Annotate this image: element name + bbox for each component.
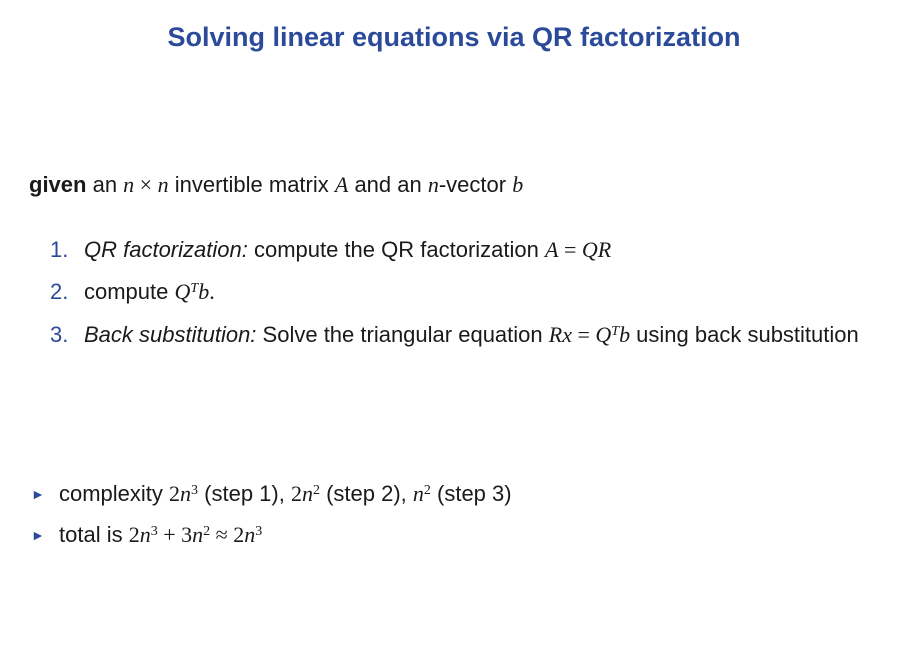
step-heading: QR factorization: <box>84 237 248 262</box>
bullet-item-1 <box>31 478 871 510</box>
given-statement <box>29 172 523 198</box>
math-n: n <box>412 481 424 506</box>
step-period: . <box>209 279 215 304</box>
math-rx: Rx <box>548 322 572 347</box>
math-exponent: 2 <box>203 524 211 539</box>
math-b: b <box>619 322 631 347</box>
math-exponent: 3 <box>150 524 158 539</box>
math-n: n <box>244 522 256 547</box>
math-a: A <box>544 237 559 262</box>
bullet-text: (step 2), <box>319 481 413 506</box>
given-text-2: invertible matrix <box>168 172 335 197</box>
step-heading: Back substitution: <box>84 322 257 347</box>
step-text: compute <box>84 279 175 304</box>
math-exponent: 2 <box>312 483 320 498</box>
step-item-1 <box>50 234 890 266</box>
math-matrix-a: A <box>334 172 349 197</box>
math-transpose: T <box>190 281 199 296</box>
math-n: n <box>157 172 169 197</box>
math-vector-b: b <box>512 172 524 197</box>
step-tail: using back substitution <box>630 322 859 347</box>
math-n: n <box>139 522 151 547</box>
given-text-3: and an <box>348 172 428 197</box>
math-coef: 2 <box>128 522 140 547</box>
math-n: n <box>192 522 204 547</box>
step-text: compute the QR factorization <box>247 237 545 262</box>
math-times: × <box>134 172 158 197</box>
bullet-text: (step 3) <box>430 481 512 506</box>
given-text-1: an <box>86 172 124 197</box>
math-equals: = <box>558 237 582 262</box>
math-n: n <box>180 481 192 506</box>
math-approx: ≈ <box>210 522 234 547</box>
math-exponent: 3 <box>255 524 263 539</box>
step-number: 2. <box>50 279 69 304</box>
math-coef: 2 <box>233 522 245 547</box>
given-text-4: -vector <box>438 172 513 197</box>
triangle-bullet-icon: ► <box>31 486 45 502</box>
math-q: Q <box>595 322 612 347</box>
math-b: b <box>198 279 210 304</box>
steps-list <box>50 234 890 361</box>
bullet-text: (step 1), <box>198 481 291 506</box>
math-coef: 2 <box>290 481 302 506</box>
math-coef: 2 <box>169 481 181 506</box>
complexity-bullets <box>31 478 871 560</box>
math-n: n <box>123 172 135 197</box>
step-item-3 <box>50 318 890 351</box>
math-qr: QR <box>581 237 612 262</box>
triangle-bullet-icon: ► <box>31 527 45 543</box>
slide-title: Solving linear equations via QR factorization <box>167 22 741 52</box>
math-plus: + <box>157 522 182 547</box>
math-n: n <box>301 481 313 506</box>
given-keyword: given <box>29 172 87 197</box>
math-coef: 3 <box>181 522 193 547</box>
bullet-text: total is <box>59 522 129 547</box>
math-n: n <box>427 172 439 197</box>
math-equals: = <box>571 322 596 347</box>
math-exponent: 3 <box>191 483 199 498</box>
step-number: 1. <box>50 237 69 262</box>
bullet-item-2 <box>31 519 871 551</box>
step-item-2 <box>50 276 890 308</box>
step-number: 3. <box>50 322 69 347</box>
math-transpose: T <box>611 324 620 339</box>
math-q: Q <box>174 279 191 304</box>
math-exponent: 2 <box>423 483 431 498</box>
step-text: Solve the triangular equation <box>256 322 549 347</box>
bullet-text: complexity <box>59 481 170 506</box>
